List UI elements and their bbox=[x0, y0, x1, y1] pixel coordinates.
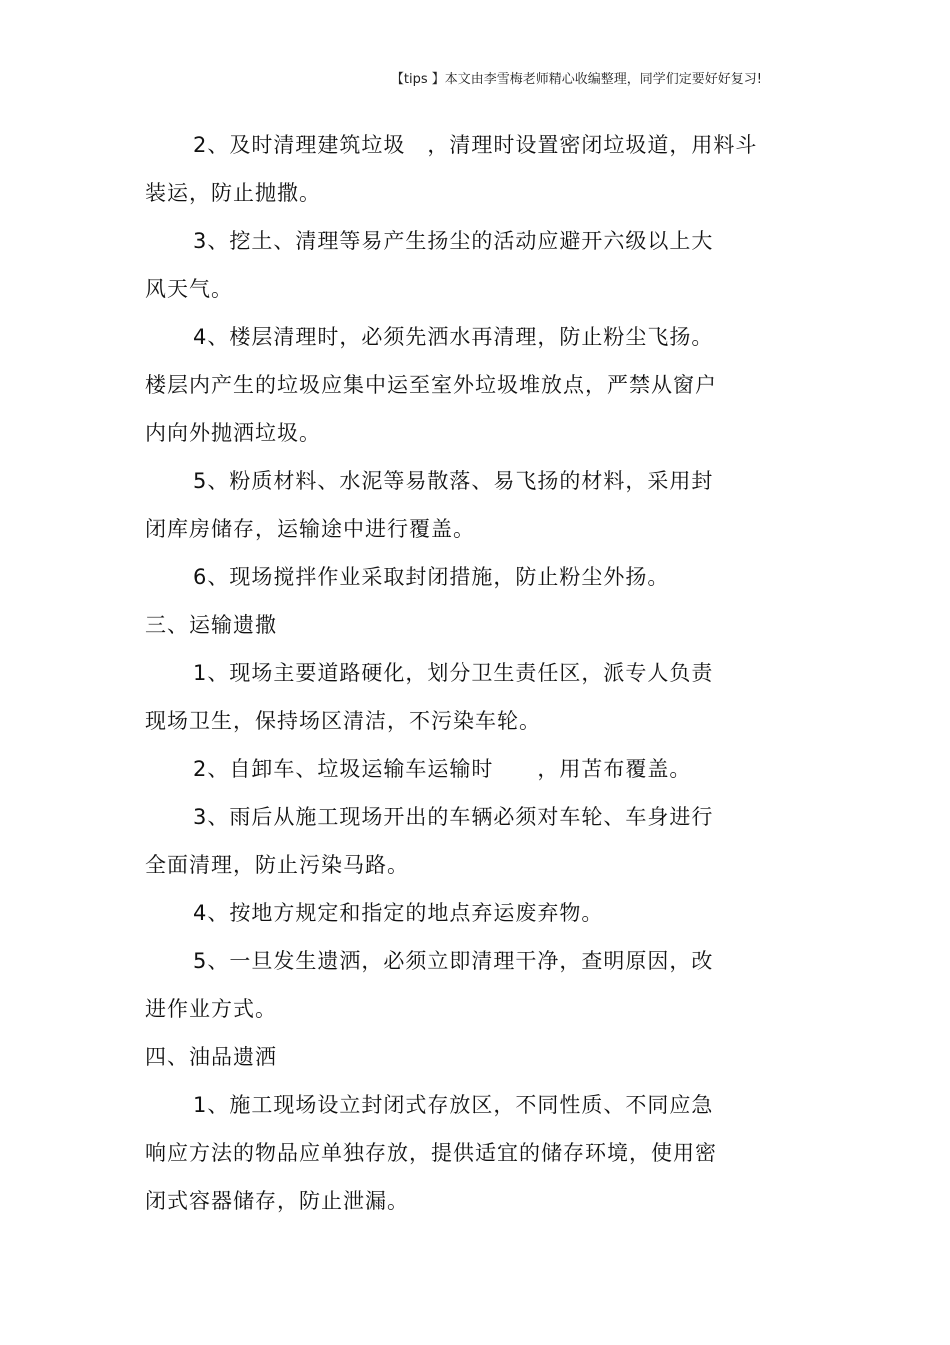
paragraph-line: 内向外抛洒垃圾。 bbox=[145, 421, 321, 445]
section-heading: 三、运输遗撒 bbox=[145, 613, 277, 637]
paragraph-line: 全面清理，防止污染马路。 bbox=[145, 853, 409, 877]
paragraph-line: 2、自卸车、垃圾运输车运输时 ，用苫布覆盖。 bbox=[193, 757, 692, 781]
paragraph-line: 进作业方式。 bbox=[145, 997, 277, 1021]
paragraph-line: 1、施工现场设立封闭式存放区，不同性质、不同应急 bbox=[193, 1093, 714, 1117]
paragraph-line: 现场卫生，保持场区清洁，不污染车轮。 bbox=[145, 709, 541, 733]
paragraph-line: 2、及时清理建筑垃圾 ，清理时设置密闭垃圾道，用料斗 bbox=[193, 133, 758, 157]
paragraph-line: 风天气。 bbox=[145, 277, 233, 301]
paragraph-line: 1、现场主要道路硬化，划分卫生责任区，派专人负责 bbox=[193, 661, 714, 685]
paragraph-line: 3、挖土、清理等易产生扬尘的活动应避开六级以上大 bbox=[193, 229, 714, 253]
paragraph-line: 4、楼层清理时，必须先洒水再清理，防止粉尘飞扬。 bbox=[193, 325, 714, 349]
paragraph-line: 5、一旦发生遗洒，必须立即清理干净，查明原因，改 bbox=[193, 949, 714, 973]
header-tip: 【tips 】本文由李雪梅老师精心收编整理，同学们定要好好复习! bbox=[390, 72, 762, 87]
paragraph-line: 3、雨后从施工现场开出的车辆必须对车轮、车身进行 bbox=[193, 805, 714, 829]
paragraph-line: 闭库房储存，运输途中进行覆盖。 bbox=[145, 517, 475, 541]
paragraph-line: 6、现场搅拌作业采取封闭措施，防止粉尘外扬。 bbox=[193, 565, 670, 589]
paragraph-line: 楼层内产生的垃圾应集中运至室外垃圾堆放点，严禁从窗户 bbox=[145, 373, 717, 397]
paragraph-line: 5、粉质材料、水泥等易散落、易飞扬的材料，采用封 bbox=[193, 469, 714, 493]
paragraph-line: 响应方法的物品应单独存放，提供适宜的储存环境，使用密 bbox=[145, 1141, 717, 1165]
section-heading: 四、油品遗洒 bbox=[145, 1045, 277, 1069]
paragraph-line: 4、按地方规定和指定的地点弃运废弃物。 bbox=[193, 901, 604, 925]
paragraph-line: 闭式容器储存，防止泄漏。 bbox=[145, 1189, 409, 1213]
paragraph-line: 装运，防止抛撒。 bbox=[145, 181, 321, 205]
